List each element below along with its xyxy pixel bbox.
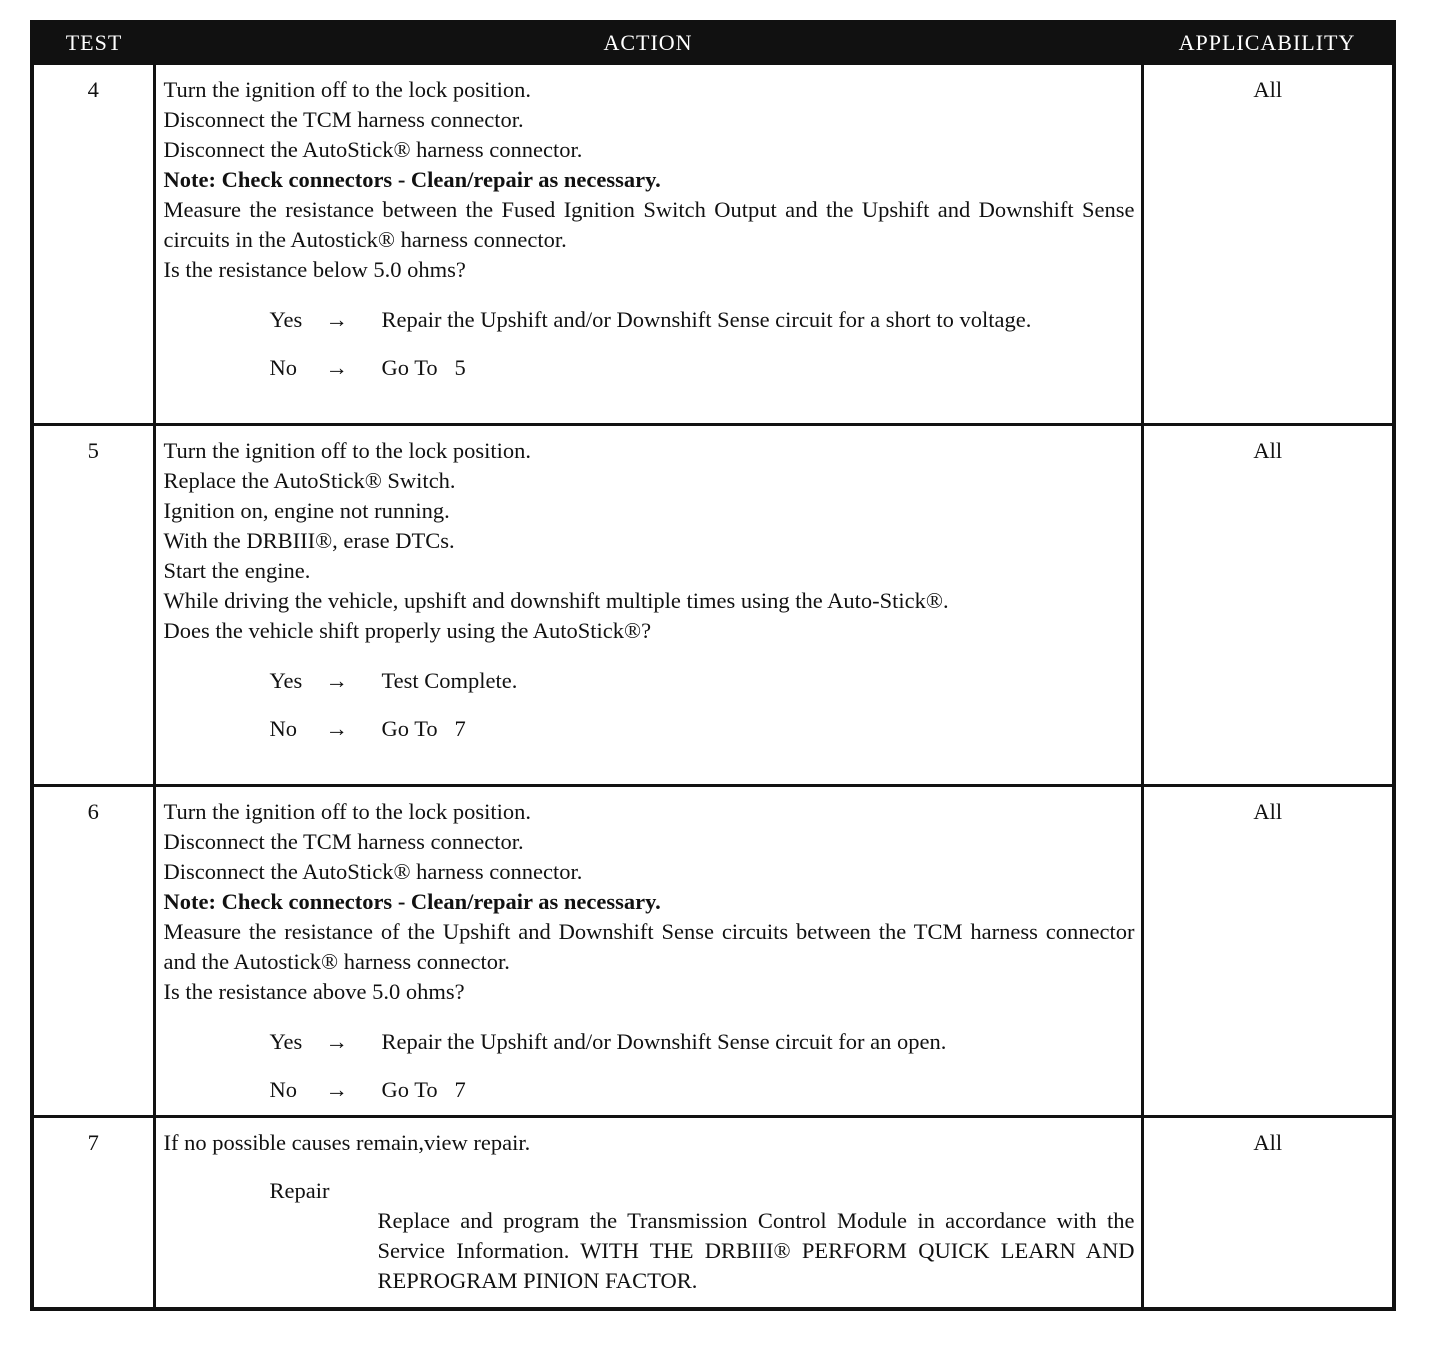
applicability-cell: All bbox=[1142, 786, 1392, 1117]
arrow-icon: → bbox=[325, 1077, 348, 1102]
action-cell bbox=[154, 425, 1142, 786]
action-cell bbox=[154, 786, 1142, 1117]
answer-block bbox=[164, 1027, 1135, 1105]
action-step: Turn the ignition off to the lock position. bbox=[163, 77, 532, 102]
action-note: Note: Check connectors - Clean/repair as necessary. bbox=[163, 889, 661, 914]
repair-block bbox=[164, 1176, 1135, 1296]
action-step: With the DRBIII®, erase DTCs. bbox=[163, 528, 455, 553]
action-step: Disconnect the AutoStick® harness connector. bbox=[163, 137, 583, 162]
action-cell bbox=[154, 64, 1142, 425]
no-answer bbox=[270, 1075, 1135, 1105]
answer-block bbox=[164, 305, 1135, 383]
action-step: Disconnect the AutoStick® harness connector. bbox=[163, 859, 583, 884]
test-number: 7 bbox=[34, 1117, 154, 1307]
header-test: TEST bbox=[34, 24, 154, 64]
yes-result: Repair the Upshift and/or Downshift Sense circuit for an open. bbox=[381, 1029, 947, 1054]
arrow-icon: → bbox=[325, 716, 348, 741]
no-label: No bbox=[269, 716, 297, 741]
action-question: Is the resistance below 5.0 ohms? bbox=[163, 257, 466, 282]
applicability-cell: All bbox=[1142, 64, 1392, 425]
diagnostic-test-table bbox=[30, 20, 1396, 1311]
answer-block bbox=[164, 666, 1135, 744]
test-row-6 bbox=[34, 786, 1392, 1117]
action-step: Measure the resistance between the Fused Ignition Switch Output and the Upshift and Downshift Sense circuits in the Autostick® harness connector. bbox=[163, 197, 1135, 252]
action-question: Does the vehicle shift properly using the AutoStick®? bbox=[163, 618, 652, 643]
test-number: 4 bbox=[34, 64, 154, 425]
action-step: Turn the ignition off to the lock position. bbox=[163, 438, 532, 463]
repair-text: Replace and program the Transmission Control Module in accordance with the Service Information. WITH THE DRBIII® PERFORM QUICK LEARN AND REPROGRAM PINION FACTOR. bbox=[377, 1208, 1135, 1293]
action-step: If no possible causes remain,view repair. bbox=[163, 1130, 531, 1155]
arrow-icon: → bbox=[325, 355, 348, 380]
yes-result: Test Complete. bbox=[381, 668, 518, 693]
header-action: ACTION bbox=[154, 24, 1142, 64]
action-step: Start the engine. bbox=[163, 558, 311, 583]
repair-label: Repair bbox=[269, 1178, 330, 1203]
yes-answer bbox=[270, 1027, 1135, 1057]
action-step: Measure the resistance of the Upshift and Downshift Sense circuits between the TCM harness connector and the Autostick® harness connector. bbox=[163, 919, 1135, 974]
yes-answer bbox=[270, 666, 1135, 696]
no-label: No bbox=[269, 355, 297, 380]
test-row-4 bbox=[34, 64, 1392, 425]
action-question: Is the resistance above 5.0 ohms? bbox=[163, 979, 465, 1004]
yes-answer bbox=[270, 305, 1135, 335]
action-step: Disconnect the TCM harness connector. bbox=[163, 829, 524, 854]
no-answer bbox=[270, 353, 1135, 383]
no-result: Go To 7 bbox=[381, 716, 466, 741]
test-table bbox=[34, 24, 1392, 1307]
yes-label: Yes bbox=[269, 668, 303, 693]
yes-result: Repair the Upshift and/or Downshift Sense circuit for a short to voltage. bbox=[381, 307, 1032, 332]
no-answer bbox=[270, 714, 1135, 744]
action-step: Disconnect the TCM harness connector. bbox=[163, 107, 524, 132]
yes-label: Yes bbox=[269, 307, 303, 332]
action-step: While driving the vehicle, upshift and downshift multiple times using the Auto-Stick®. bbox=[163, 588, 949, 613]
applicability-cell: All bbox=[1142, 425, 1392, 786]
action-cell bbox=[154, 1117, 1142, 1307]
action-step: Replace the AutoStick® Switch. bbox=[163, 468, 456, 493]
header-row bbox=[34, 24, 1392, 64]
no-result: Go To 7 bbox=[381, 1077, 466, 1102]
action-step: Turn the ignition off to the lock position. bbox=[163, 799, 532, 824]
arrow-icon: → bbox=[325, 307, 348, 332]
test-number: 5 bbox=[34, 425, 154, 786]
arrow-icon: → bbox=[325, 668, 348, 693]
no-label: No bbox=[269, 1077, 297, 1102]
no-result: Go To 5 bbox=[381, 355, 466, 380]
action-note: Note: Check connectors - Clean/repair as necessary. bbox=[163, 167, 661, 192]
test-number: 6 bbox=[34, 786, 154, 1117]
arrow-icon: → bbox=[325, 1029, 348, 1054]
yes-label: Yes bbox=[269, 1029, 303, 1054]
header-applicability: APPLICABILITY bbox=[1142, 24, 1392, 64]
action-step: Ignition on, engine not running. bbox=[163, 498, 450, 523]
test-row-5 bbox=[34, 425, 1392, 786]
test-row-7 bbox=[34, 1117, 1392, 1307]
applicability-cell: All bbox=[1142, 1117, 1392, 1307]
